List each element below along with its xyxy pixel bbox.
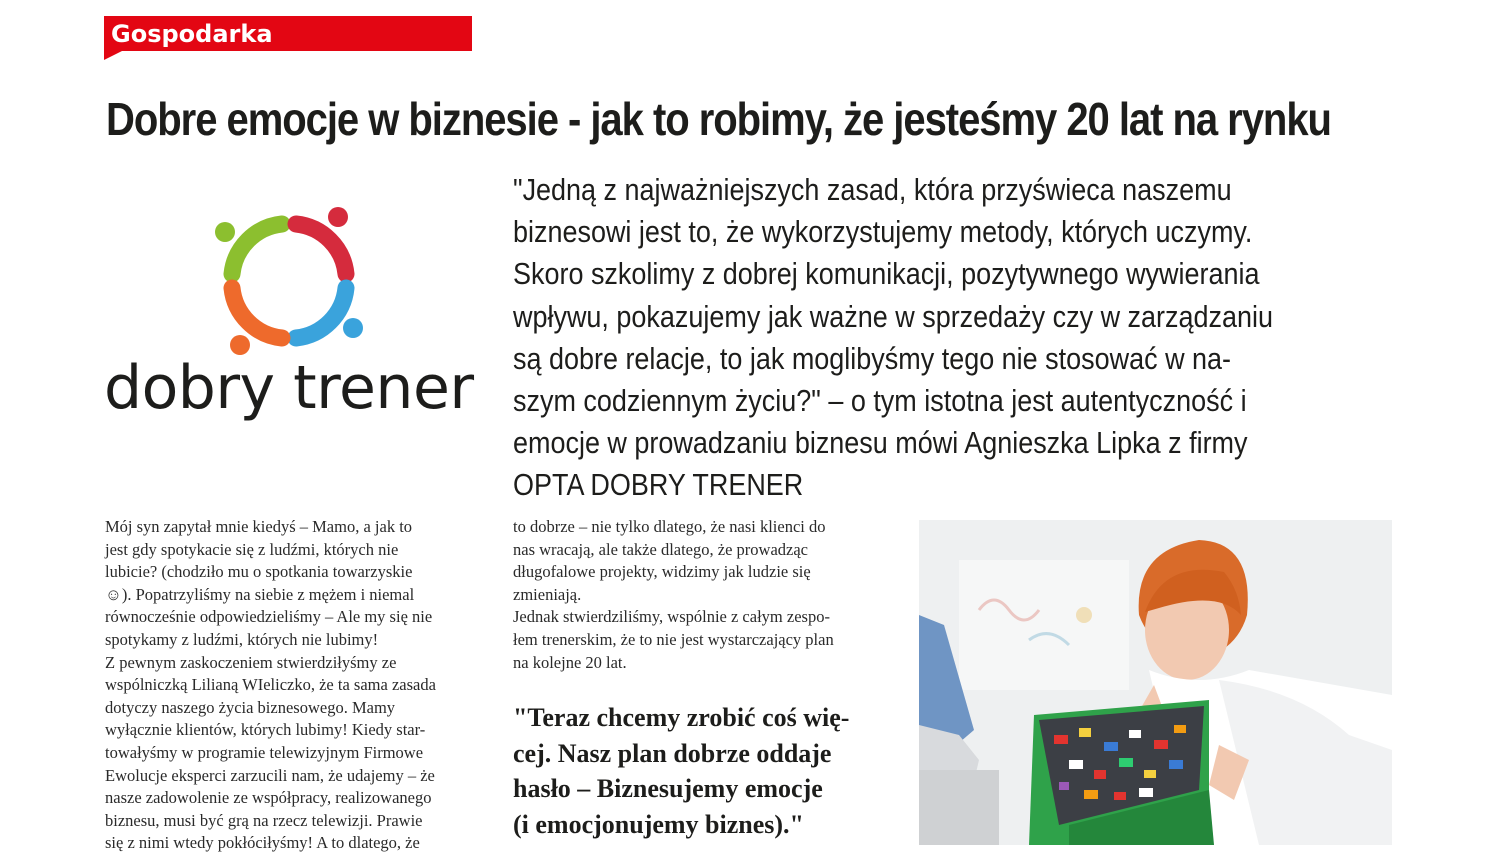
body-column-1	[105, 516, 480, 855]
body-line: wyłącznie klientów, których lubimy! Kiedy star-	[105, 720, 426, 740]
body-line: dotyczy naszego życia biznesowego. Mamy	[105, 697, 396, 717]
article-photo	[919, 520, 1392, 845]
body-column-2	[513, 516, 888, 674]
body-line: spotykamy z ludźmi, których nie lubimy!	[105, 629, 379, 649]
lead-paragraph	[513, 169, 1279, 507]
body-line: równocześnie odpowiedzieliśmy – Ale my się nie	[105, 607, 433, 627]
lead-line: emocje w prowadzaniu biznesu mówi Agnieszka Lipka z firmy	[513, 425, 1248, 461]
photo-woman-with-box-of-bricks	[919, 520, 1392, 845]
company-logo	[104, 200, 474, 440]
body-line: to dobrze – nie tylko dlatego, że nasi klienci do	[513, 517, 826, 536]
body-line: Z pewnym zaskoczeniem stwierdziłyśmy ze	[105, 652, 397, 672]
lead-line: Skoro szkolimy z dobrej komunikacji, pozytywnego wywierania	[513, 256, 1260, 292]
logo-wordmark: dobry trener	[104, 353, 474, 423]
body-line: długofalowe projekty, widzimy jak ludzie się	[513, 562, 811, 582]
body-line: ☺). Popatrzyliśmy na siebie z mężem i niemal	[105, 584, 415, 604]
four-people-circle-logo-icon	[208, 200, 370, 362]
body-line: się z nimi wtedy pokłóciłyśmy! A to dlatego, że	[105, 833, 420, 853]
lead-line: wpływu, pokazujemy jak ważne w sprzedaży czy w zarządzaniu	[513, 298, 1273, 334]
body-line: jest gdy spotykacie się z ludźmi, których nie	[105, 539, 399, 559]
body-line: zmieniają.	[513, 584, 582, 604]
pull-quote-line: hasło – Biznesujemy emocje	[513, 774, 823, 803]
body-line: Ewolucje eksperci zarzucili nam, że udajemy – że	[105, 765, 435, 785]
body-line: Mój syn zapytał mnie kiedyś – Mamo, a jak to	[105, 517, 413, 536]
headline: Dobre emocje w biznesie - jak to robimy, że jesteśmy 20 lat na rynku	[106, 93, 1331, 145]
lead-line: szym codziennym życiu?" – o tym istotna jest autentyczność i	[513, 383, 1247, 419]
pull-quote-line: (i emocjonujemy biznes)."	[513, 809, 804, 839]
body-line: lubicie? (chodziło mu o spotkania towarzyskie	[105, 562, 413, 582]
body-line: biznesu, musi być grą na rzecz telewizji. Prawie	[105, 810, 423, 830]
pull-quote	[513, 700, 893, 842]
lead-line: są dobre relacje, to jak moglibyśmy tego nie stosować w na-	[513, 340, 1232, 376]
section-tag	[104, 16, 472, 51]
lead-line: biznesowi jest to, że wykorzystujemy metody, których uczymy.	[513, 214, 1253, 250]
body-line: towałyśmy w programie telewizyjnym Firmowe	[105, 742, 424, 762]
body-line: nas wracają, ale także dlatego, że prowadząc	[513, 539, 808, 559]
body-line: łem trenerskim, że to nie jest wystarczający plan	[513, 629, 834, 649]
pull-quote-line: "Teraz chcemy zrobić coś wię-	[513, 703, 850, 732]
body-line: na kolejne 20 lat.	[513, 652, 627, 672]
body-line: nasze zadowolenie ze współpracy, realizowanego	[105, 788, 432, 808]
body-line: Jednak stwierdziliśmy, wspólnie z całym zespo-	[513, 607, 830, 627]
pull-quote-line: cej. Nasz plan dobrze oddaje	[513, 738, 832, 768]
body-line: wspólniczką Lilianą WIeliczko, że ta sama zasada	[105, 675, 436, 695]
lead-line: OPTA DOBRY TRENER	[513, 467, 804, 503]
section-label: Gospodarka	[111, 20, 273, 48]
lead-line: "Jedną z najważniejszych zasad, która przyświeca naszemu	[513, 172, 1232, 207]
